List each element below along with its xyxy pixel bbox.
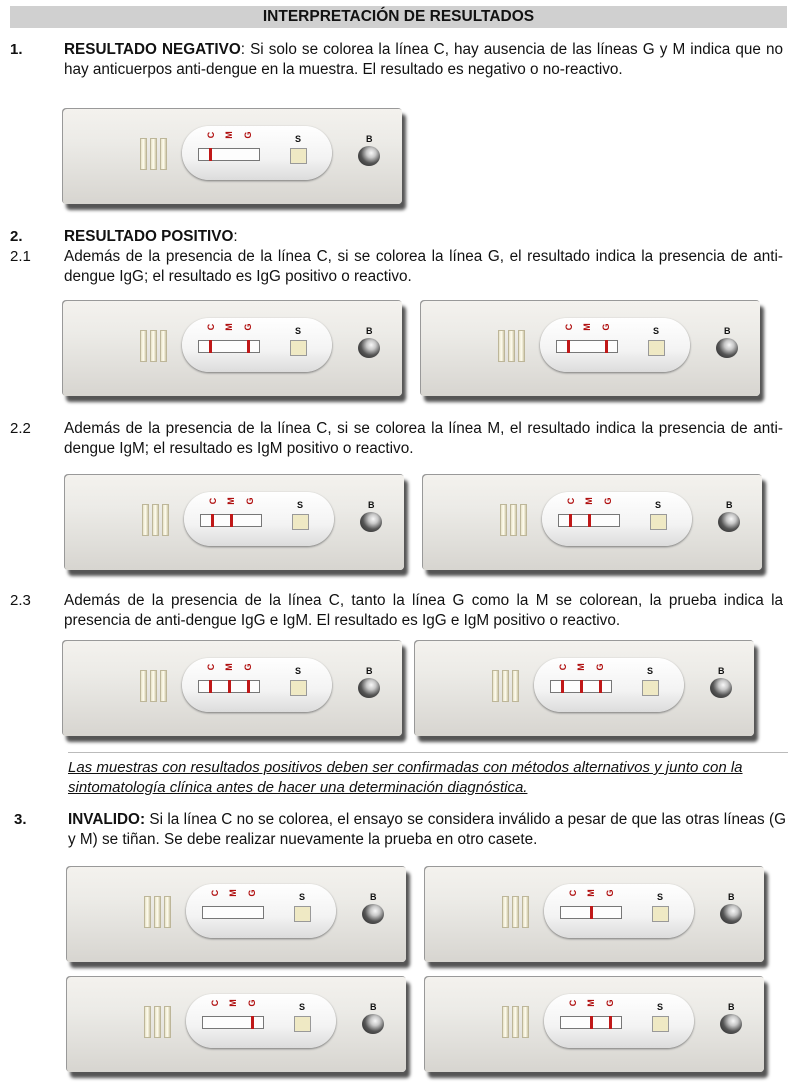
grip-ridge	[154, 896, 161, 928]
grip-ridge	[140, 670, 147, 702]
grip-ridge	[522, 1006, 529, 1038]
heading-positive-colon: :	[233, 228, 238, 245]
test-cassette-inv-4	[424, 976, 764, 1072]
line-label-m: M	[586, 889, 596, 897]
grip-ridge	[164, 896, 171, 928]
test-line-m	[228, 680, 231, 693]
buffer-well	[362, 904, 384, 924]
line-label-g: G	[605, 999, 615, 1007]
test-line-c	[209, 680, 212, 693]
grip-ridge	[498, 330, 505, 362]
grip-ridge	[492, 670, 499, 702]
test-strip	[202, 906, 264, 919]
sample-well	[290, 340, 307, 356]
test-line-m	[590, 1016, 593, 1029]
subsection-number-2-1: 2.1	[10, 248, 31, 265]
grip-ridge	[520, 504, 527, 536]
sample-well	[652, 1016, 669, 1032]
grip-ridge	[160, 138, 167, 170]
test-cassette-inv-3	[66, 976, 406, 1072]
heading-invalid: INVALIDO:	[68, 811, 146, 828]
line-label-m: M	[576, 663, 586, 671]
line-label-c: C	[206, 323, 216, 331]
paragraph-invalid	[68, 810, 786, 850]
paragraph-igg-igm: Además de la presencia de la línea C, tanto la línea G como la M se colorean, la prueba indica la presencia de anti-dengue IgG e IgM. El resultado es IgG e IgM positivo o reactivo.	[64, 592, 783, 629]
test-line-m	[580, 680, 583, 693]
test-cassette-neg	[62, 108, 402, 204]
test-line-g	[251, 1016, 254, 1029]
line-labels	[206, 322, 266, 338]
buffer-well	[360, 512, 382, 532]
line-label-m: M	[224, 323, 234, 331]
line-label-g: G	[601, 323, 611, 331]
sample-well	[650, 514, 667, 530]
test-line-g	[609, 1016, 612, 1029]
section-number-positive: 2.	[10, 228, 23, 245]
paragraph-negative	[64, 40, 783, 80]
test-line-m	[230, 514, 233, 527]
sample-well-label: S	[299, 892, 306, 902]
test-strip	[550, 680, 612, 693]
grip-ridge	[144, 1006, 151, 1038]
test-strip	[558, 514, 620, 527]
grip-ridge	[512, 1006, 519, 1038]
grip-ridge	[162, 504, 169, 536]
line-label-g: G	[245, 497, 255, 505]
line-label-c: C	[568, 999, 578, 1007]
line-labels	[206, 130, 266, 146]
buffer-well-label: B	[366, 326, 373, 336]
grip-ridge	[502, 670, 509, 702]
sample-well	[652, 906, 669, 922]
test-line-c	[569, 514, 572, 527]
line-labels	[564, 322, 624, 338]
buffer-well-label: B	[726, 500, 733, 510]
test-line-c	[561, 680, 564, 693]
test-cassette-m-2	[422, 474, 762, 570]
line-label-c: C	[564, 323, 574, 331]
line-label-c: C	[210, 889, 220, 897]
line-label-m: M	[586, 999, 596, 1007]
sample-well-label: S	[299, 1002, 306, 1012]
line-label-c: C	[568, 889, 578, 897]
sample-well	[642, 680, 659, 696]
test-cassette-g-2	[420, 300, 760, 396]
sample-well	[290, 148, 307, 164]
buffer-well	[358, 338, 380, 358]
paragraph-positive	[64, 227, 783, 247]
grip-ridge	[144, 896, 151, 928]
grip-ridge	[150, 330, 157, 362]
buffer-well-label: B	[728, 892, 735, 902]
line-label-c: C	[566, 497, 576, 505]
test-cassette-g-1	[62, 300, 402, 396]
buffer-well-label: B	[718, 666, 725, 676]
buffer-well	[358, 678, 380, 698]
note-divider	[68, 752, 788, 753]
line-labels	[568, 998, 628, 1014]
test-line-g	[247, 340, 250, 353]
test-strip	[556, 340, 618, 353]
sample-well-label: S	[647, 666, 654, 676]
buffer-well	[358, 146, 380, 166]
line-label-g: G	[595, 663, 605, 671]
sample-well-label: S	[295, 134, 302, 144]
line-label-g: G	[603, 497, 613, 505]
line-labels	[558, 662, 618, 678]
confirmation-note: Las muestras con resultados positivos deben ser confirmadas con métodos alternativos y junto con la sintomatología clínica antes de hacer una determinación diagnóstica.	[68, 759, 743, 796]
buffer-well-label: B	[366, 666, 373, 676]
line-label-m: M	[224, 663, 234, 671]
buffer-well-label: B	[370, 1002, 377, 1012]
grip-ridge	[150, 670, 157, 702]
sample-well-label: S	[295, 326, 302, 336]
test-line-g	[247, 680, 250, 693]
test-strip	[200, 514, 262, 527]
test-line-c	[209, 148, 212, 161]
grip-ridge	[500, 504, 507, 536]
test-line-m	[590, 906, 593, 919]
buffer-well-label: B	[366, 134, 373, 144]
test-line-c	[211, 514, 214, 527]
line-labels	[208, 496, 268, 512]
test-strip	[202, 1016, 264, 1029]
grip-ridge	[518, 330, 525, 362]
line-label-m: M	[224, 131, 234, 139]
buffer-well-label: B	[368, 500, 375, 510]
subsection-number-2-2: 2.2	[10, 420, 31, 437]
test-cassette-gm-1	[62, 640, 402, 736]
text-negative: : Si solo se colorea la línea C, hay ausencia de las líneas G y M indica que no hay anticuerpos anti-dengue en la muestra. El resultado es negativo o no-reactivo.	[64, 41, 783, 78]
buffer-well-label: B	[724, 326, 731, 336]
line-label-m: M	[226, 497, 236, 505]
sample-well-label: S	[295, 666, 302, 676]
grip-ridge	[164, 1006, 171, 1038]
test-line-c	[209, 340, 212, 353]
line-label-m: M	[582, 323, 592, 331]
line-labels	[566, 496, 626, 512]
line-label-c: C	[206, 131, 216, 139]
heading-positive: RESULTADO POSITIVO	[64, 228, 234, 245]
buffer-well-label: B	[728, 1002, 735, 1012]
test-strip	[198, 148, 260, 161]
sample-well	[294, 906, 311, 922]
sample-well	[648, 340, 665, 356]
test-line-c	[567, 340, 570, 353]
test-line-g	[605, 340, 608, 353]
line-label-c: C	[208, 497, 218, 505]
line-label-m: M	[584, 497, 594, 505]
line-labels	[568, 888, 628, 904]
grip-ridge	[510, 504, 517, 536]
grip-ridge	[154, 1006, 161, 1038]
test-strip	[198, 340, 260, 353]
buffer-well	[710, 678, 732, 698]
grip-ridge	[502, 896, 509, 928]
text-invalid: Si la línea C no se colorea, el ensayo se considera inválido a pesar de que las otras líneas (G y M) se tiñan. Se debe realizar nuevamente la prueba en otro casete.	[68, 811, 786, 848]
grip-ridge	[140, 138, 147, 170]
line-label-g: G	[605, 889, 615, 897]
line-label-g: G	[247, 889, 257, 897]
paragraph-igm: Además de la presencia de la línea C, si se colorea la línea M, el resultado indica la presencia de anti-dengue IgM; el resultado es IgM positivo o reactivo.	[64, 420, 783, 457]
line-label-g: G	[243, 663, 253, 671]
sample-well	[292, 514, 309, 530]
grip-ridge	[160, 330, 167, 362]
line-label-m: M	[228, 889, 238, 897]
test-cassette-inv-2	[424, 866, 764, 962]
grip-ridge	[522, 896, 529, 928]
line-label-g: G	[247, 999, 257, 1007]
test-strip	[560, 906, 622, 919]
grip-ridge	[502, 1006, 509, 1038]
grip-ridge	[142, 504, 149, 536]
grip-ridge	[152, 504, 159, 536]
test-cassette-m-1	[64, 474, 404, 570]
sample-well-label: S	[653, 326, 660, 336]
test-strip	[198, 680, 260, 693]
grip-ridge	[160, 670, 167, 702]
line-label-g: G	[243, 131, 253, 139]
sample-well-label: S	[655, 500, 662, 510]
test-line-m	[588, 514, 591, 527]
buffer-well-label: B	[370, 892, 377, 902]
buffer-well	[718, 512, 740, 532]
buffer-well	[362, 1014, 384, 1034]
line-labels	[206, 662, 266, 678]
sample-well-label: S	[657, 1002, 664, 1012]
grip-ridge	[150, 138, 157, 170]
line-label-m: M	[228, 999, 238, 1007]
subsection-number-2-3: 2.3	[10, 592, 31, 609]
sample-well	[294, 1016, 311, 1032]
grip-ridge	[508, 330, 515, 362]
test-line-g	[599, 680, 602, 693]
paragraph-igg: Además de la presencia de la línea C, si se colorea la línea G, el resultado indica la presencia de anti-dengue IgG; el resultado es IgG positivo o reactivo.	[64, 248, 783, 285]
section-number-negative: 1.	[10, 41, 23, 58]
grip-ridge	[512, 670, 519, 702]
test-cassette-inv-1	[66, 866, 406, 962]
line-labels	[210, 888, 270, 904]
grip-ridge	[140, 330, 147, 362]
buffer-well	[720, 1014, 742, 1034]
line-label-c: C	[558, 663, 568, 671]
line-label-c: C	[206, 663, 216, 671]
line-label-c: C	[210, 999, 220, 1007]
grip-ridge	[512, 896, 519, 928]
test-cassette-gm-2	[414, 640, 754, 736]
section-title: INTERPRETACIÓN DE RESULTADOS	[10, 6, 787, 28]
line-label-g: G	[243, 323, 253, 331]
sample-well	[290, 680, 307, 696]
line-labels	[210, 998, 270, 1014]
buffer-well	[720, 904, 742, 924]
sample-well-label: S	[657, 892, 664, 902]
heading-negative: RESULTADO NEGATIVO	[64, 41, 241, 58]
buffer-well	[716, 338, 738, 358]
test-strip	[560, 1016, 622, 1029]
sample-well-label: S	[297, 500, 304, 510]
section-number-invalid: 3.	[14, 811, 27, 828]
